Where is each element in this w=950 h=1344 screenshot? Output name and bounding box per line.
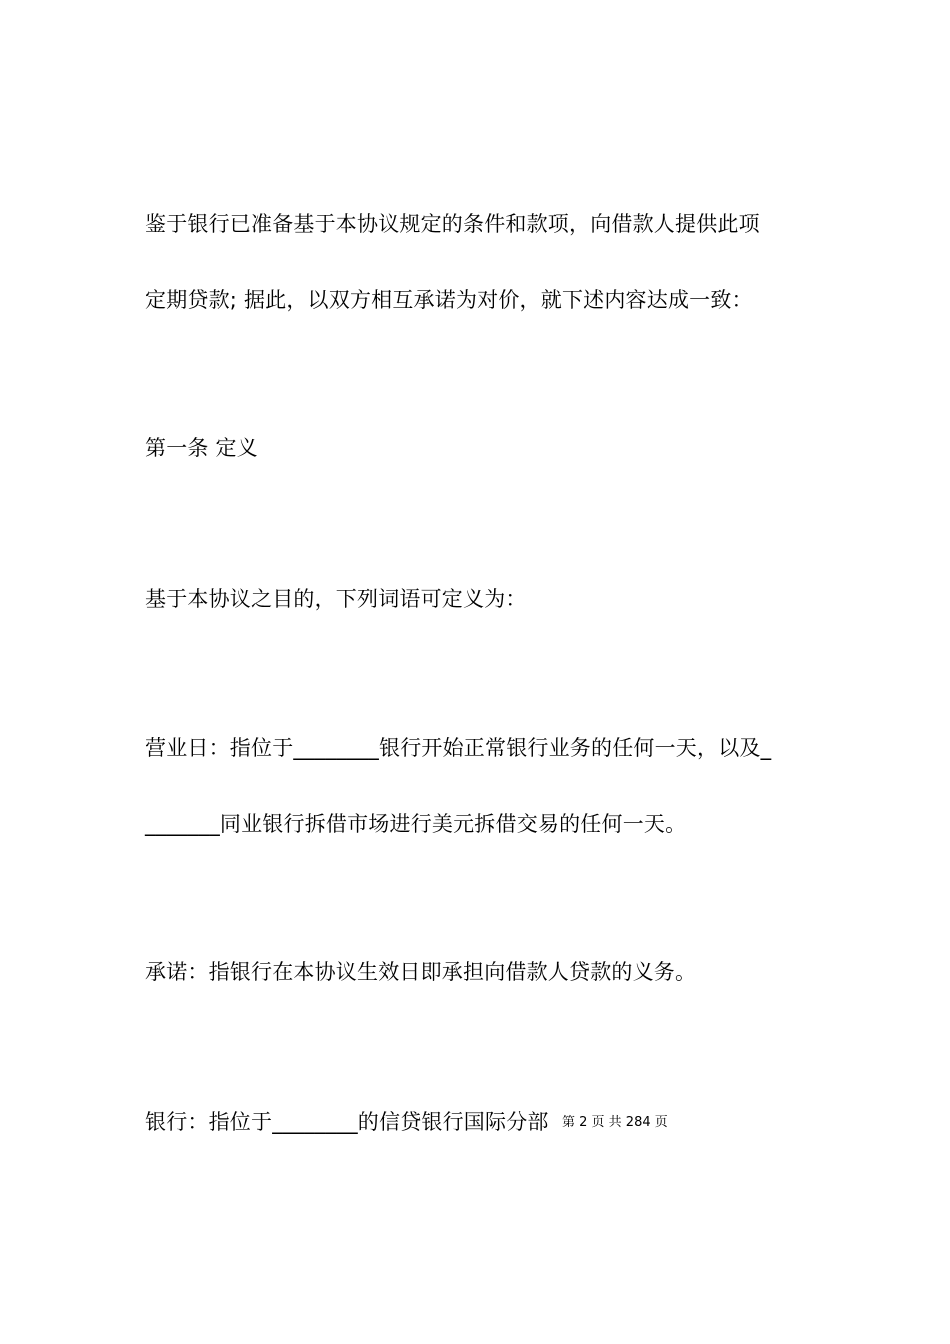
recital-line-1: 鉴于银行已准备基于本协议规定的条件和款项，向借款人提供此项 [145, 212, 760, 236]
article-heading: 第一条 定义 [145, 436, 258, 460]
definition-business-day-line-2: _______同业银行拆借市场进行美元拆借交易的任何一天。 [145, 812, 687, 836]
definition-commitment: 承诺：指银行在本协议生效日即承担向借款人贷款的义务。 [145, 960, 697, 984]
definition-bank: 银行：指位于________的信贷银行国际分部 [145, 1110, 549, 1134]
page-number-footer: 第 2 页 共 284 页 [562, 1115, 668, 1130]
definition-business-day-line-1: 营业日：指位于________银行开始正常银行业务的任何一天，以及_ [145, 736, 772, 760]
definitions-intro: 基于本协议之目的，下列词语可定义为： [145, 587, 527, 611]
recital-line-2: 定期贷款; 据此，以双方相互承诺为对价，就下述内容达成一致： [145, 288, 753, 312]
